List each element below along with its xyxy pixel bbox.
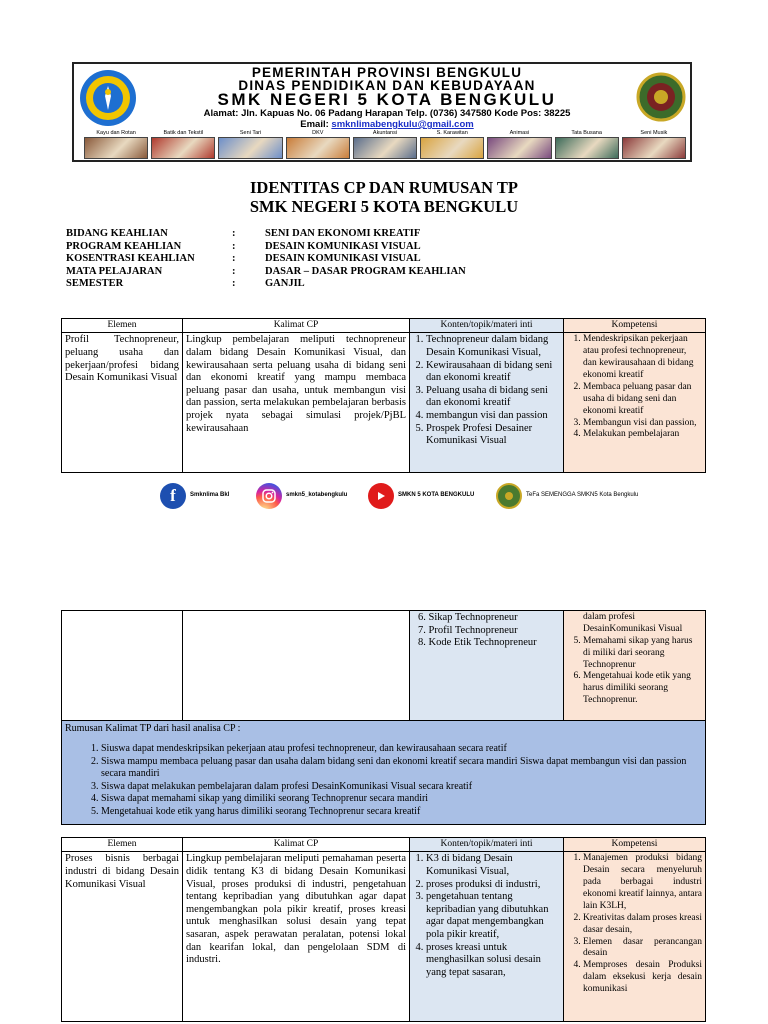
header-konten: Konten/topik/materi inti: [410, 838, 564, 852]
list-item: 3. pengetahuan tentang kepribadian yang dibutuhkan agar dapat mengembangkan pola pikir kreatif,: [426, 891, 560, 941]
header-kalimat-cp: Kalimat CP: [183, 319, 410, 333]
elemen-cell: [62, 611, 183, 721]
list-item: 7. Profil Technopreneur: [418, 624, 518, 636]
list-item: 2. Siswa mampu membaca peluang pasar dan usaha dalam bidang seni dan ekonomi kreatif secara mandiri Siswa dapat membangun visi dan passion secara mandiri: [101, 756, 702, 781]
identity-colon: :: [232, 265, 236, 277]
cp-table-1: [61, 318, 706, 473]
identity-label: KOSENTRASI KEAHLIAN: [66, 253, 195, 265]
identity-value: DESAIN KOMUNIKASI VISUAL: [265, 240, 421, 252]
letterhead: [72, 62, 692, 162]
program-photo: [555, 130, 619, 160]
identity-value: DASAR – DASAR PROGRAM KEAHLIAN: [265, 265, 466, 277]
table-header-row: [62, 319, 706, 333]
school-emblem-small-icon: [496, 483, 522, 509]
program-photo-image: [353, 137, 417, 159]
youtube-icon: [368, 483, 394, 509]
letterhead-email-line: [140, 119, 634, 130]
program-photo: [151, 130, 215, 160]
cp-table-1-continued: [61, 610, 706, 825]
letterhead-address: Alamat: Jln. Kapuas No. 06 Padang Harapan Telp. (0736) 347580 Kode Pos: 38225: [203, 108, 571, 119]
identity-block: [66, 228, 466, 291]
facebook-icon: f: [160, 483, 186, 509]
list-item: 6. Mengetahuai kode etik yang harus dimiliki seorang Technoprenur.: [583, 671, 702, 707]
list-item: 3. Siswa dapat melakukan pembelajaran dalam profesi DesainKomunikasi Visual secara kreatif: [101, 781, 702, 794]
kalimat-cp-cell: Lingkup pembelajaran meliputi technopreneur dalam bidang Desain Komunikasi Visual, dan kewirausahaan serta peluang usaha di bidang seni dan ekonomi kreatif yang mampu membaca peluang pasar dan usaha, untuk membangun visi dan passion, serta melakukan pembelajaran berbasis projek nyata sebagai simulasi projek/PjBL kewirausahaan: [183, 333, 410, 473]
rumusan-cell: [62, 721, 706, 825]
kompetensi-list: [567, 853, 702, 996]
list-item: 4. membangun visi dan passion: [426, 410, 560, 423]
instagram-icon: [256, 483, 282, 509]
letterhead-province: PEMERINTAH PROVINSI BENGKULU: [251, 65, 523, 80]
list-item: 4. Melakukan pembelajaran: [583, 429, 702, 441]
program-photo-image: [555, 137, 619, 159]
program-photo: [353, 130, 417, 160]
youtube-link[interactable]: [368, 483, 474, 509]
program-photo-label: Seni Musik: [640, 130, 668, 136]
konten-list: [413, 853, 560, 979]
program-photo-label: Animasi: [509, 130, 530, 136]
list-item: 4. Siswa dapat memahami sikap yang dimiliki seorang Technoprenur secara mandiri: [101, 793, 702, 806]
list-item: 1. Mendeskripsikan pekerjaan atau profesi technopreneur, dan kewirausahaan di bidang ekonomi kreatif: [583, 334, 702, 382]
program-photo-label: Akuntansi: [372, 130, 398, 136]
table-row: [62, 333, 706, 473]
identity-value: GANJIL: [265, 278, 305, 290]
list-item: 2. proses produksi di industri,: [426, 879, 560, 892]
document-subtitle: SMK NEGERI 5 KOTA BENGKULU: [249, 197, 519, 216]
program-photo-image: [420, 137, 484, 159]
program-photo-label: Seni Tari: [239, 130, 262, 136]
list-item: 5. Mengetahuai kode etik yang harus dimiliki seorang Technoprenur secara kreatif: [101, 806, 702, 819]
letterhead-text: [140, 66, 634, 130]
program-photo: [286, 130, 350, 160]
program-photo-label: Kayu dan Rotan: [96, 130, 136, 136]
program-photo-label: Tata Busana: [571, 130, 602, 136]
list-item: 5. Memahami sikap yang harus di miliki dari seorang Technoprenur: [583, 636, 702, 672]
cp-table-2: [61, 837, 706, 1022]
identity-value: DESAIN KOMUNIKASI VISUAL: [265, 253, 421, 265]
identity-label: SEMESTER: [66, 278, 124, 290]
tefa-link[interactable]: [496, 483, 638, 509]
tut-wuri-handayani-logo-icon: [78, 68, 138, 128]
identity-row: [66, 278, 466, 291]
document-title: IDENTITAS CP DAN RUMUSAN TP: [249, 178, 518, 197]
rumusan-row: [62, 721, 706, 825]
kompetensi-cell: [564, 333, 706, 473]
list-item: 4. proses kreasi untuk menghasilkan solusi desain yang tepat sasaran,: [426, 942, 560, 980]
identity-label: MATA PELAJARAN: [66, 265, 163, 277]
program-photo: [84, 130, 148, 160]
identity-label: BIDANG KEAHLIAN: [66, 228, 168, 239]
program-photo-label: DKV: [312, 130, 324, 136]
konten-cell: [410, 333, 564, 473]
table-row: [62, 611, 706, 721]
list-item: 6. Sikap Technopreneur: [418, 612, 518, 623]
program-photo-image: [84, 137, 148, 159]
elemen-cell: Proses bisnis berbagai industri di bidang Desain Komunikasi Visual: [62, 852, 183, 1022]
identity-row: [66, 241, 466, 254]
program-photo-label: S. Karawitan: [436, 130, 468, 136]
program-photo-image: [487, 137, 551, 159]
list-item: 2. Kreativitas dalam proses kreasi dasar desain,: [583, 913, 702, 937]
program-photo: [218, 130, 282, 160]
identity-row: [66, 266, 466, 279]
program-photo: [622, 130, 686, 160]
youtube-handle: SMKN 5 KOTA BENGKULU: [398, 492, 475, 499]
kalimat-cp-cell: [183, 611, 410, 721]
email-link[interactable]: smknlimabengkulu@gmail.com: [331, 119, 474, 130]
kompetensi-list: [567, 334, 702, 441]
rumusan-list: [65, 743, 702, 818]
header-kompetensi: Kompetensi: [564, 319, 706, 333]
list-item: 1. Siuswa dapat mendeskripsikan pekerjaan atau profesi technopreneur, dan kewirausahaan secara reatif: [101, 743, 702, 756]
kompetensi-cell: [564, 852, 706, 1022]
kompetensi-continued-text: dalam profesi DesainKomunikasi Visual: [583, 612, 683, 634]
tefa-handle: TeFa SEMENGGA SMKN5 Kota Bengkulu: [526, 492, 639, 499]
program-photo-image: [622, 137, 686, 159]
table-row: [62, 852, 706, 1022]
list-item: 3. Elemen dasar perancangan desain: [583, 937, 702, 961]
program-photo-image: [286, 137, 350, 159]
kompetensi-cell: [564, 611, 706, 721]
kalimat-cp-cell: Lingkup pembelajaran meliputi pemahaman peserta didik tentang K3 di bidang Desain Komunikasi Visual, proses produksi di industri, pengetahuan tentang kepribadian yang dibutuhkan agar dapat mengembangkan pola pikir kreatif, proses kreasi untuk menghasilkan solusi desain yang tepat sasaran, aspek perawatan peralatan, potensi lokal dan kearifan lokal, dan pengelolaan SDM di industri.: [183, 852, 410, 1022]
header-konten: Konten/topik/materi inti: [410, 319, 564, 333]
konten-cell: [410, 611, 564, 721]
list-item: 2. Kewirausahaan di bidang seni dan ekonomi kreatif: [426, 360, 560, 385]
table-header-row: [62, 838, 706, 852]
list-item: 1. Technopreneur dalam bidang Desain Komunikasi Visual,: [426, 334, 560, 359]
elemen-cell: Profil Technopreneur, peluang usaha dan pekerjaan/profesi bidang Desain Komunikasi Visual: [62, 333, 183, 473]
rumusan-title: Rumusan Kalimat TP dari hasil analisa CP :: [65, 723, 241, 734]
konten-list-continued: [418, 612, 560, 650]
program-photo-image: [151, 137, 215, 159]
letterhead-school: SMK NEGERI 5 KOTA BENGKULU: [217, 90, 557, 109]
program-photo: [420, 130, 484, 160]
header-kompetensi: Kompetensi: [564, 838, 706, 852]
konten-list: [413, 334, 560, 447]
list-item: 3. Peluang usaha di bidang seni dan ekonomi kreatif: [426, 385, 560, 410]
list-item: 3. Membangun visi dan passion,: [583, 418, 702, 430]
identity-row: [66, 228, 466, 241]
header-elemen: Elemen: [62, 838, 183, 852]
list-item: 1. K3 di bidang Desain Komunikasi Visual,: [426, 853, 560, 878]
header-elemen: Elemen: [62, 319, 183, 333]
list-item: 8. Kode Etik Technopreneur: [418, 637, 537, 649]
facebook-link[interactable]: [160, 483, 229, 509]
list-item: 2. Membaca peluang pasar dan usaha di bidang seni dan ekonomi kreatif: [583, 382, 702, 418]
program-photo-strip: [84, 130, 686, 160]
email-label: Email:: [300, 119, 332, 130]
identity-label: PROGRAM KEAHLIAN: [66, 240, 182, 252]
school-emblem-icon: [636, 68, 686, 126]
identity-colon: :: [232, 240, 236, 252]
list-item: 5. Prospek Profesi Desainer Komunikasi Visual: [426, 423, 560, 448]
konten-cell: [410, 852, 564, 1022]
program-photo: [487, 130, 551, 160]
program-photo-image: [218, 137, 282, 159]
program-photo-label: Batik dan Tekstil: [163, 130, 204, 136]
facebook-handle: Smknlima Bkl: [190, 492, 230, 499]
letterhead-agency: DINAS PENDIDIKAN DAN KEBUDAYAAN: [238, 78, 536, 93]
list-item: 1. Manajemen produksi bidang Desain secara menyeluruh pada berbagai industri ekonomi kreatif lainnya, antara lain K3LH,: [583, 853, 702, 912]
header-kalimat-cp: Kalimat CP: [183, 838, 410, 852]
instagram-link[interactable]: [256, 483, 347, 509]
identity-row: [66, 253, 466, 266]
list-item: 4. Memproses desain Produksi dalam eksekusi kerja desain komunikasi: [583, 960, 702, 996]
identity-colon: :: [232, 278, 236, 290]
kompetensi-list-continued: [567, 636, 702, 707]
identity-value: SENI DAN EKONOMI KREATIF: [265, 228, 421, 239]
identity-colon: :: [232, 228, 236, 239]
instagram-handle: smkn5_kotabengkulu: [286, 492, 348, 499]
identity-colon: :: [232, 253, 236, 265]
